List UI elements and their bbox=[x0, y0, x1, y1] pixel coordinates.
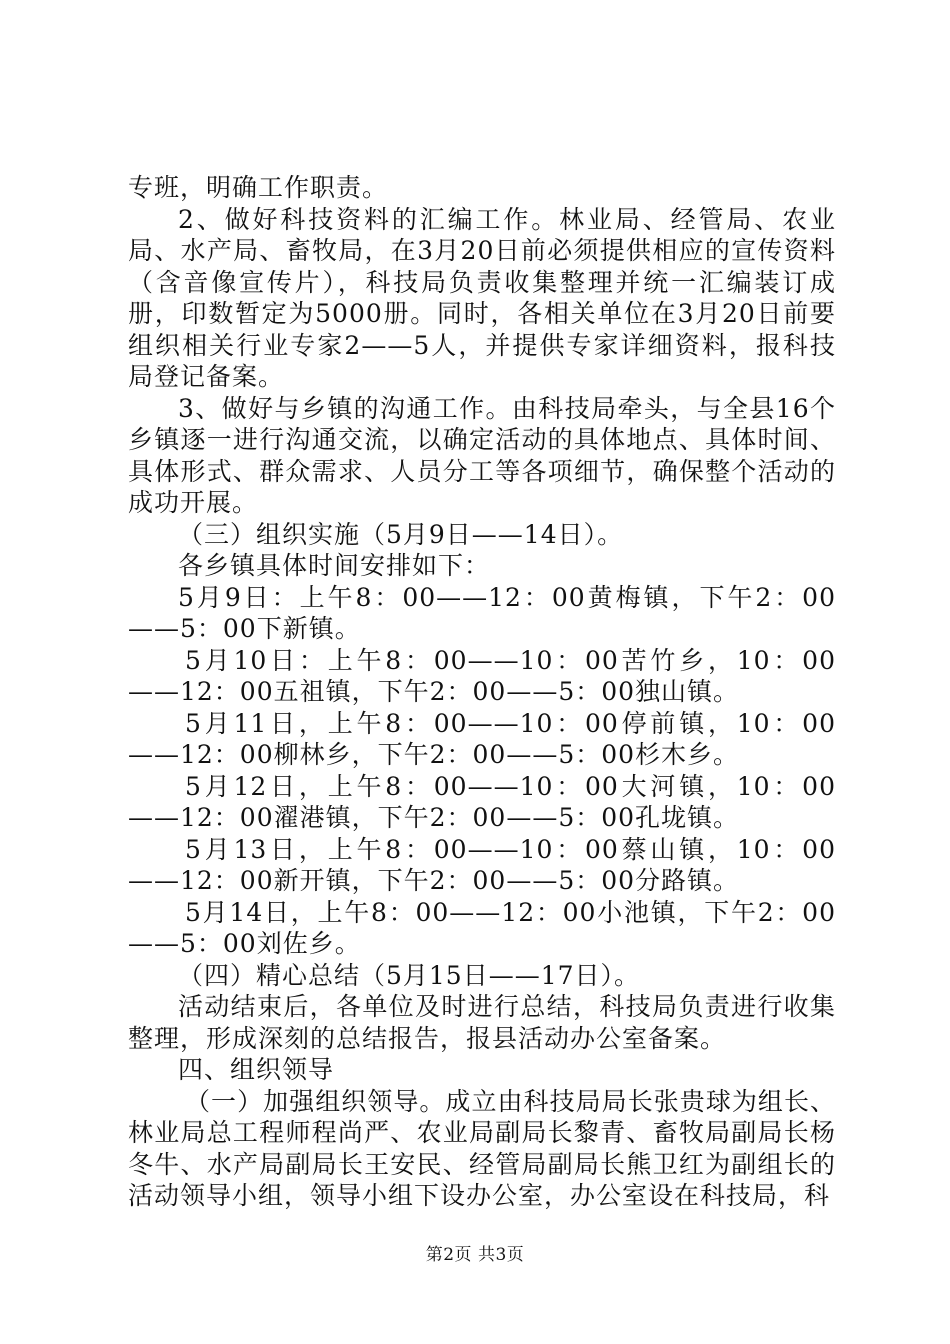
schedule-may-10: 5月10日：上午8：00——10：00苦竹乡，10：00——12：00五祖镇，下午2：00——5：00独山镇。 bbox=[128, 645, 836, 706]
paragraph-item-2: 2、做好科技资料的汇编工作。林业局、经管局、农业局、水产局、畜牧局，在3月20日前必须提供相应的宣传资料（含音像宣传片），科技局负责收集整理并统一汇编装订成册，印数暂定为5000册。同时，各相关单位在3月20日前要组织相关行业专家2——5人，并提供专家详细资料，报科技局登记备案。 bbox=[128, 204, 836, 391]
document-body bbox=[128, 172, 836, 1212]
section-heading-4: （四）精心总结（5月15日——17日）。 bbox=[178, 960, 641, 990]
schedule-may-11: 5月11日，上午8：00——10：00停前镇，10：00——12：00柳林乡，下午2：00——5：00杉木乡。 bbox=[128, 708, 836, 769]
schedule-may-13: 5月13日，上午8：00——10：00蔡山镇，10：00——12：00新开镇，下午2：00——5：00分路镇。 bbox=[128, 834, 836, 895]
paragraph-continuation: 专班，明确工作职责。 bbox=[128, 173, 389, 202]
schedule-intro: 各乡镇具体时间安排如下： bbox=[178, 551, 491, 580]
schedule-may-14: 5月14日，上午8：00——12：00小池镇，下午2：00——5：00刘佐乡。 bbox=[128, 897, 836, 958]
summary-paragraph: 活动结束后，各单位及时进行总结，科技局负责进行收集整理，形成深刻的总结报告，报县活动办公室备案。 bbox=[128, 992, 836, 1053]
schedule-may-9: 5月9日：上午8：00——12：00黄梅镇，下午2：00——5：00下新镇。 bbox=[128, 582, 836, 643]
schedule-may-12: 5月12日，上午8：00——10：00大河镇，10：00——12：00濯港镇，下午2：00——5：00孔垅镇。 bbox=[128, 771, 836, 832]
page-footer: 第2页 共3页 bbox=[425, 1245, 525, 1265]
leadership-paragraph: （一）加强组织领导。成立由科技局局长张贵球为组长、林业局总工程师程尚严、农业局副局长黎青、畜牧局副局长杨冬牛、水产局副局长王安民、经管局副局长熊卫红为副组长的活动领导小组，领导小组下设办公室，办公室设在科技局，科 bbox=[128, 1086, 836, 1210]
paragraph-item-3: 3、做好与乡镇的沟通工作。由科技局牵头，与全县16个乡镇逐一进行沟通交流，以确定活动的具体地点、具体时间、具体形式、群众需求、人员分工等各项细节，确保整个活动的成功开展。 bbox=[128, 393, 836, 517]
chapter-heading-4: 四、组织领导 bbox=[178, 1055, 335, 1084]
section-heading-3: （三）组织实施（5月9日——14日）。 bbox=[178, 519, 624, 549]
